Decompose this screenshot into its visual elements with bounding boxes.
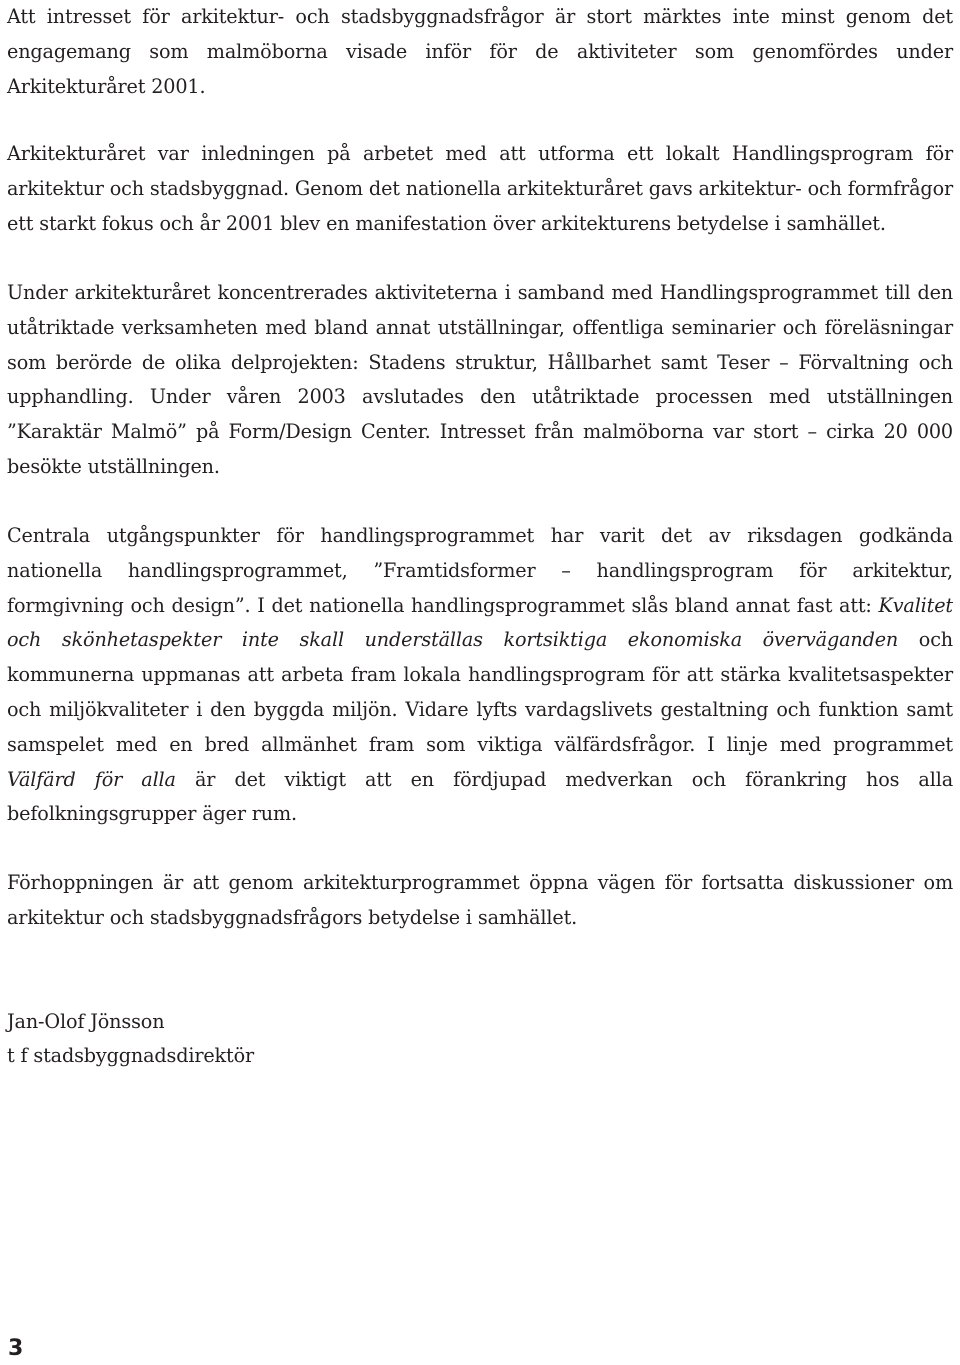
signature-title: t f stadsbyggnadsdirektör (7, 1044, 255, 1067)
paragraph-text-segment: är det viktigt att en fördjupad medverkan och förankring hos alla befolkningsgrupper äger rum. (7, 767, 953, 826)
paragraph-arkitekturaret: Arkitekturåret var inledningen på arbetet med att utforma ett lokalt Handlingsprogram för arkitektur och stadsbyggnad. Genom det nationella arkitekturåret gavs arkitektur- och formfrågor ett starkt fokus och år 2001 blev en manifestation över arkitekturens betydelse i samhället. (7, 142, 953, 235)
page-number: 3 (8, 1336, 24, 1361)
quote-kvalitet: Kvalitet och skönhetaspekter inte skall underställas kortsiktiga ekonomiska överväganden (7, 593, 953, 652)
paragraph-text-segment: Centrala utgångspunkter för handlingsprogrammet har varit det av riksdagen godkända nationella handlingsprogrammet, ”Framtidsformer – handlingsprogram för arkitektur, formgivning och design”. I det nationella handlingsprogrammet slås bland annat fast att: (7, 524, 953, 617)
paragraph-aktiviteter: Under arkitekturåret koncentrerades aktiviteterna i samband med Handlingsprogrammet till den utåtriktade verksamheten med bland annat utställningar, offentliga seminarier och föreläsningar som berörde de olika delprojekten: Stadens struktur, Hållbarhet samt Teser – Förvaltning och upphandling. Under våren 2003 avslutades den utåtriktade processen med utställningen ”Karaktär Malmö” på Form/Design Center. Intresset från malmöborna var stort – cirka 20 000 besökte utställningen. (7, 281, 953, 478)
paragraph-intro: Att intresset för arkitektur- och stadsbyggnadsfrågor är stort märktes inte minst genom det engagemang som malmöborna visade inför för de aktiviteter som genomfördes under Arkitekturåret 2001. (7, 5, 953, 98)
signature-name: Jan-Olof Jönsson (7, 1010, 165, 1033)
paragraph-forhoppning: Förhoppningen är att genom arkitekturprogrammet öppna vägen för fortsatta diskussioner om arkitektur och stadsbyggnadsfrågors betydelse i samhället. (7, 871, 953, 929)
paragraph-text-segment: och kommunerna uppmanas att arbeta fram lokala handlingsprogram för att stärka kvalitetsaspekter och miljökvaliteter i den byggda miljön. Vidare lyfts vardagslivets gestaltning och funktion samt samspelet med en bred allmänhet fram som viktiga välfärdsfrågor. I linje med programmet (7, 628, 954, 756)
program-title-valfard: Välfärd för alla (7, 767, 176, 791)
paragraph-utgangspunkter (7, 519, 953, 832)
